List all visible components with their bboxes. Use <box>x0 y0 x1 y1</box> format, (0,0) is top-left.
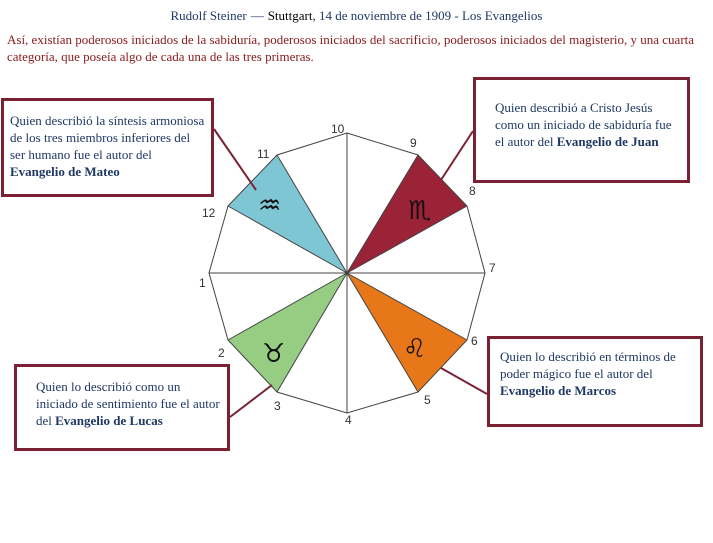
note-lucas <box>14 364 230 451</box>
leo-icon: ♌ <box>403 334 427 364</box>
wheel-number-2: 2 <box>218 346 225 360</box>
header-separator: — <box>250 8 264 23</box>
wheel-number-7: 7 <box>489 261 496 275</box>
note-lucas-gospel: Evangelio de Lucas <box>55 413 163 428</box>
wheel-number-5: 5 <box>424 393 431 407</box>
connector-lucas <box>230 385 272 417</box>
wheel-number-12: 12 <box>202 206 216 220</box>
wheel-number-11: 11 <box>257 147 270 161</box>
note-marcos-text: Quien lo describió en términos de poder mágico fue el autor del <box>500 349 676 381</box>
wheel-number-8: 8 <box>469 184 476 198</box>
scorpio-icon: ♏ <box>408 196 432 226</box>
note-mateo-gospel: Evangelio de Mateo <box>10 164 120 179</box>
wheel-number-10: 10 <box>331 122 345 136</box>
wheel-number-4: 4 <box>345 413 352 427</box>
taurus-icon: ♉ <box>262 339 286 369</box>
note-mateo <box>1 98 214 197</box>
connector-marcos <box>441 368 487 394</box>
intro-paragraph: Así, existían poderosos iniciados de la sabiduría, poderosos iniciados del sacrificio, poderosos iniciados del magisterio, y una cuarta categoría, que poseía algo de cada una de las tres primeras. <box>7 32 695 64</box>
connector-juan <box>441 131 473 180</box>
note-mateo-text: Quien describió la síntesis armoniosa de los tres miembros inferiores del ser humano fue el autor del <box>10 113 205 162</box>
author: Rudolf Steiner <box>170 8 247 23</box>
wheel-number-9: 9 <box>410 136 417 150</box>
place: Stuttgart <box>267 8 313 23</box>
connector-mateo <box>214 129 256 190</box>
wheel-number-3: 3 <box>274 399 281 413</box>
wheel-number-1: 1 <box>199 276 206 290</box>
wheel-number-6: 6 <box>471 334 478 348</box>
note-juan-gospel: Evangelio de Juan <box>556 134 659 149</box>
note-marcos <box>487 336 703 427</box>
note-lucas-text: Quien lo describió como un iniciado de sentimiento fue el autor del <box>36 379 220 428</box>
date-topic: , 14 de noviembre de 1909 - Los Evangelios <box>312 8 543 23</box>
note-juan <box>473 77 690 183</box>
note-juan-text: Quien describió a Cristo Jesús como un iniciado de sabiduría fue el autor del <box>495 100 672 149</box>
note-marcos-gospel: Evangelio de Marcos <box>500 383 617 398</box>
aquarius-icon: ♒ <box>258 191 282 221</box>
